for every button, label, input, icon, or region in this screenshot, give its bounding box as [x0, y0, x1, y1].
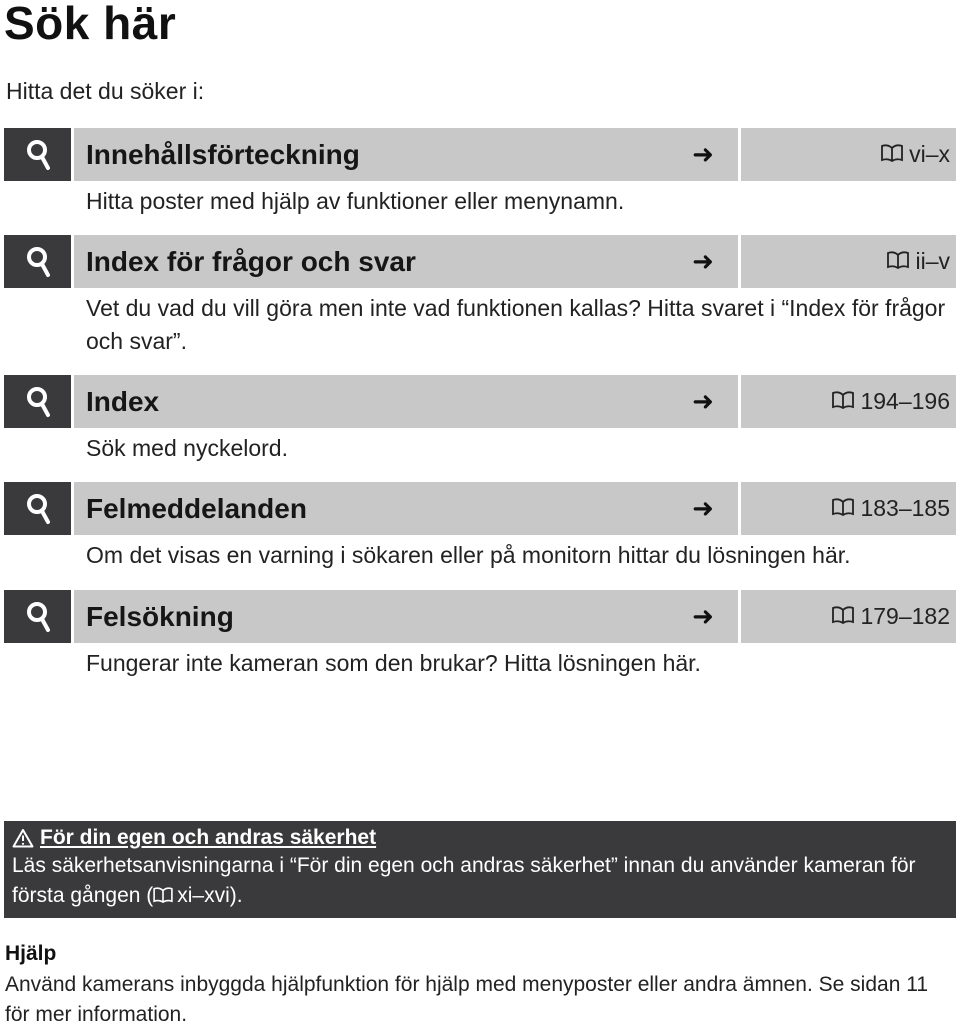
- book-icon: [153, 887, 173, 903]
- entry-title: Index: [74, 375, 668, 428]
- magnifier-icon: [4, 482, 71, 535]
- arrow-right-icon: ➜: [668, 235, 738, 288]
- entry-qa-index: [4, 235, 956, 358]
- book-icon: [832, 495, 854, 522]
- entry-bar: [4, 590, 956, 643]
- help-text: Använd kamerans inbyggda hjälpfunktion för hjälp med menyposter eller andra ämnen. Se sidan 11 för mer information.: [5, 973, 929, 1026]
- page-title: Sök här: [4, 0, 177, 49]
- entry-title: Innehållsförteckning: [74, 128, 668, 181]
- entry-title: Felmeddelanden: [74, 482, 668, 535]
- entry-description: Sök med nyckelord.: [86, 435, 288, 461]
- warning-triangle-icon: [12, 828, 34, 848]
- entry-bar: [4, 482, 956, 535]
- magnifier-icon: [4, 590, 71, 643]
- book-icon: [832, 388, 854, 415]
- page-reference: [741, 482, 956, 535]
- entry-error-messages: [4, 482, 956, 572]
- safety-title-text: För din egen och andras säkerhet: [40, 826, 377, 849]
- book-icon: [887, 248, 909, 275]
- entry-title: Felsökning: [74, 590, 668, 643]
- arrow-right-icon: ➜: [668, 482, 738, 535]
- safety-text-after: ).: [229, 884, 243, 907]
- arrow-right-icon: ➜: [668, 375, 738, 428]
- entry-table-of-contents: [4, 128, 956, 218]
- arrow-right-icon: ➜: [668, 128, 738, 181]
- safety-text: [12, 851, 948, 911]
- magnifier-icon: [4, 128, 71, 181]
- page-range: ii–v: [915, 248, 950, 274]
- entry-description: Hitta poster med hjälp av funktioner eller menynamn.: [86, 188, 625, 214]
- safety-text-before: Läs säkerhetsanvisningarna i “För din egen och andras säkerhet” innan du använder kameran för första gången (: [12, 854, 916, 907]
- page-reference: [741, 375, 956, 428]
- page-range: vi–x: [909, 141, 950, 167]
- page-reference: [741, 235, 956, 288]
- page-range: 179–182: [860, 603, 950, 629]
- help-title: Hjälp: [5, 942, 57, 965]
- arrow-right-icon: ➜: [668, 590, 738, 643]
- safety-notice: [4, 821, 956, 918]
- book-icon: [832, 603, 854, 630]
- safety-page-range: xi–xvi: [177, 884, 230, 907]
- entry-bar: [4, 128, 956, 181]
- entry-description: Om det visas en varning i sökaren eller på monitorn hittar du lösningen här.: [86, 542, 851, 568]
- page-range: 183–185: [860, 495, 950, 521]
- entry-bar: [4, 235, 956, 288]
- intro-text: Hitta det du söker i:: [6, 78, 205, 104]
- entry-index: [4, 375, 956, 465]
- magnifier-icon: [4, 375, 71, 428]
- entry-troubleshooting: [4, 590, 956, 680]
- page-reference: [741, 128, 956, 181]
- magnifier-icon: [4, 235, 71, 288]
- page-reference: [741, 590, 956, 643]
- page-range: 194–196: [860, 388, 950, 414]
- book-icon: [881, 141, 903, 168]
- entry-title: Index för frågor och svar: [74, 235, 668, 288]
- entry-description: Fungerar inte kameran som den brukar? Hitta lösningen här.: [86, 650, 701, 676]
- safety-page-reference: [153, 884, 230, 907]
- entry-description: Vet du vad du vill göra men inte vad funktionen kallas? Hitta svaret i “Index för frågor och svar”.: [86, 295, 946, 354]
- safety-title: [12, 825, 948, 851]
- entry-bar: [4, 375, 956, 428]
